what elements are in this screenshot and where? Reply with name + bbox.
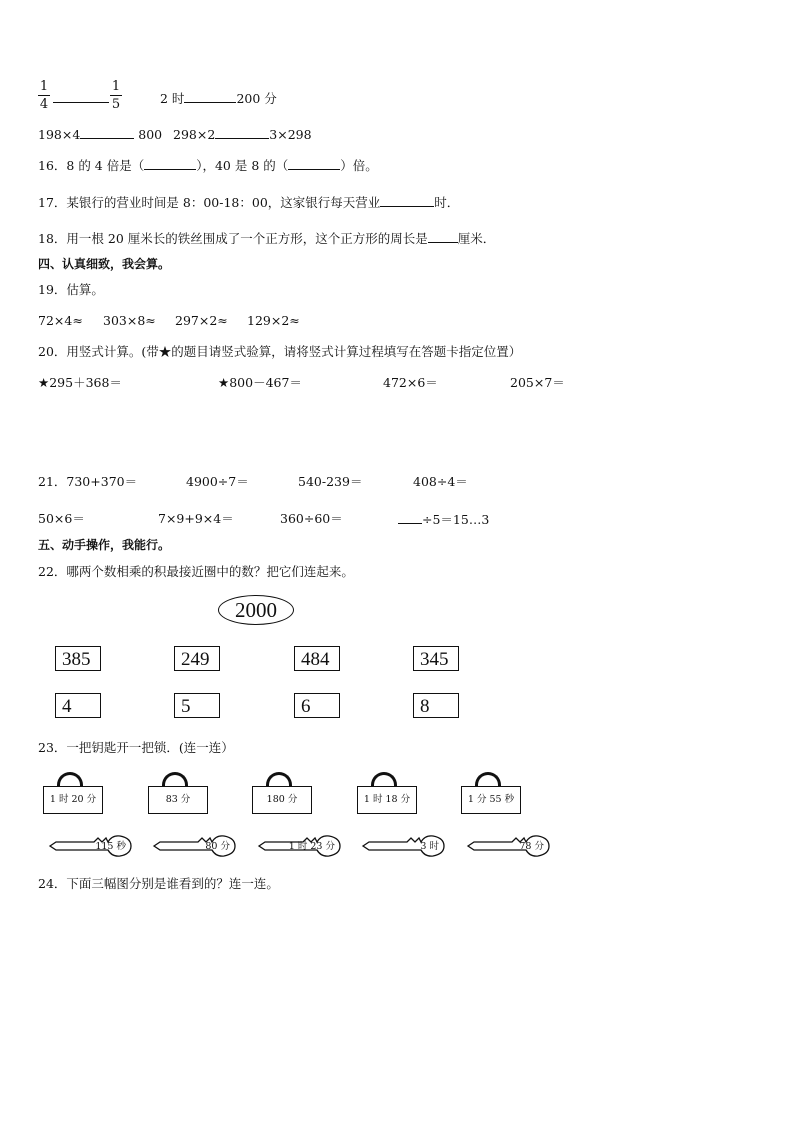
question-20	[38, 344, 521, 360]
oral-calc-item: 7×9+9×4＝	[158, 511, 234, 526]
key-label: 80 分	[205, 841, 230, 852]
question-text: 哪两个数相乘的积最接近圈中的数？把它们连起来。	[66, 564, 354, 579]
lock-icon[interactable]	[357, 772, 417, 814]
answer-blank[interactable]	[53, 90, 109, 107]
oral-calc-text: ÷5＝15…3	[422, 512, 490, 527]
lock-icon[interactable]	[252, 772, 312, 814]
section-heading-5: 五、动手操作，我能行。	[38, 538, 171, 552]
key-icon[interactable]	[152, 835, 236, 857]
compare-left: 2 时	[160, 91, 185, 106]
question-number: 21．	[38, 474, 67, 489]
number-box-top[interactable]: 484	[294, 646, 340, 671]
compare-right: 3×298	[269, 127, 312, 142]
question-text: 时．	[434, 195, 460, 210]
compare-time-item	[160, 90, 277, 107]
key-icon[interactable]	[48, 835, 132, 857]
question-number: 19．	[38, 282, 67, 297]
answer-blank[interactable]	[215, 126, 269, 139]
fraction-denominator: 5	[111, 97, 121, 112]
fraction-numerator: 1	[111, 79, 121, 94]
question-text: 8 的 4 倍是（	[66, 158, 145, 173]
oral-calc-item	[398, 511, 489, 528]
question-text: ），40 是 8 的（	[196, 158, 289, 173]
section-heading-4: 四、认真细致，我会算。	[38, 257, 171, 271]
number-box-bottom[interactable]: 4	[55, 693, 101, 718]
lock-icon[interactable]	[461, 772, 521, 814]
fraction-bar	[110, 95, 122, 96]
number-box-top[interactable]: 249	[174, 646, 220, 671]
question-24	[38, 876, 279, 892]
question-18	[38, 230, 495, 247]
answer-blank[interactable]	[380, 194, 434, 207]
question-text: 用竖式计算。(带★的题目请竖式验算，请将竖式计算过程填写在答题卡指定位置）	[66, 344, 522, 359]
lock-icon[interactable]	[43, 772, 103, 814]
key-label: 115 秒	[95, 841, 126, 852]
compare-left: 198×4	[38, 127, 81, 142]
answer-blank[interactable]	[144, 157, 196, 170]
question-text: 厘米．	[457, 231, 496, 246]
fraction-numerator: 1	[39, 79, 49, 94]
oral-calc-item: 540-239＝	[298, 474, 363, 489]
question-text: 估算。	[66, 282, 104, 297]
answer-blank[interactable]	[184, 90, 236, 103]
compare-right: 800	[138, 127, 163, 142]
question-number: 17．	[38, 195, 67, 210]
question-text: 某银行的营业时间是 8：00-18：00，这家银行每天营业	[66, 195, 381, 210]
oral-calc-item: 360÷60＝	[280, 511, 343, 526]
question-number: 20．	[38, 344, 67, 359]
fraction-one-quarter	[38, 79, 50, 112]
question-text: 下面三幅图分别是谁看到的？连一连。	[66, 876, 279, 891]
question-number: 16．	[38, 158, 67, 173]
key-icon[interactable]	[361, 835, 445, 857]
compare-item-b	[173, 126, 312, 143]
lock-label: 1 分 55 秒	[461, 786, 521, 814]
key-label: 1 时 23 分	[288, 841, 335, 852]
question-23	[38, 740, 234, 756]
question-19	[38, 282, 104, 298]
oral-calc-item: 730+370＝	[66, 474, 138, 489]
fraction-denominator: 4	[39, 97, 49, 112]
question-number: 22．	[38, 564, 67, 579]
question-text: 用一根 20 厘米长的铁丝围成了一个正方形，这个正方形的周长是	[66, 231, 428, 246]
vertical-calc-item: ★800－467＝	[218, 375, 302, 390]
number-box-top[interactable]: 385	[55, 646, 101, 671]
question-21	[38, 474, 137, 490]
answer-blank[interactable]	[428, 230, 458, 243]
vertical-calc-item: ★295＋368＝	[38, 375, 122, 390]
lock-label: 1 时 18 分	[357, 786, 417, 814]
estimate-item: 129×2≈	[247, 313, 300, 328]
number-box-bottom[interactable]: 5	[174, 693, 220, 718]
question-text: 一把钥匙开一把锁．(连一连）	[66, 740, 234, 755]
answer-blank[interactable]	[80, 126, 134, 139]
question-17	[38, 194, 459, 211]
oral-calc-item: 4900÷7＝	[186, 474, 249, 489]
key-label: 78 分	[519, 841, 544, 852]
number-box-top[interactable]: 345	[413, 646, 459, 671]
number-box-bottom[interactable]: 6	[294, 693, 340, 718]
question-number: 24．	[38, 876, 67, 891]
question-number: 23．	[38, 740, 67, 755]
estimate-item: 72×4≈	[38, 313, 83, 328]
question-16	[38, 157, 378, 174]
number-box-bottom[interactable]: 8	[413, 693, 459, 718]
target-number-circle[interactable]: 2000	[218, 595, 294, 625]
estimate-item: 297×2≈	[175, 313, 228, 328]
key-icon[interactable]	[466, 835, 550, 857]
vertical-calc-item: 205×7＝	[510, 375, 565, 390]
key-icon[interactable]	[257, 835, 341, 857]
compare-right: 200 分	[236, 91, 277, 106]
question-number: 18．	[38, 231, 67, 246]
question-22	[38, 564, 354, 580]
oral-calc-item: 408÷4＝	[413, 474, 468, 489]
answer-blank[interactable]	[288, 157, 340, 170]
lock-icon[interactable]	[148, 772, 208, 814]
fraction-one-fifth	[110, 79, 122, 112]
key-label: 3 时	[420, 841, 439, 852]
question-text: ）倍。	[340, 158, 378, 173]
oral-calc-item: 50×6＝	[38, 511, 85, 526]
lock-label: 180 分	[252, 786, 312, 814]
answer-blank[interactable]	[398, 511, 422, 524]
compare-item-a	[38, 126, 162, 143]
vertical-calc-item: 472×6＝	[383, 375, 438, 390]
lock-label: 83 分	[148, 786, 208, 814]
lock-label: 1 时 20 分	[43, 786, 103, 814]
fraction-bar	[38, 95, 50, 96]
estimate-item: 303×8≈	[103, 313, 156, 328]
compare-left: 298×2	[173, 127, 216, 142]
